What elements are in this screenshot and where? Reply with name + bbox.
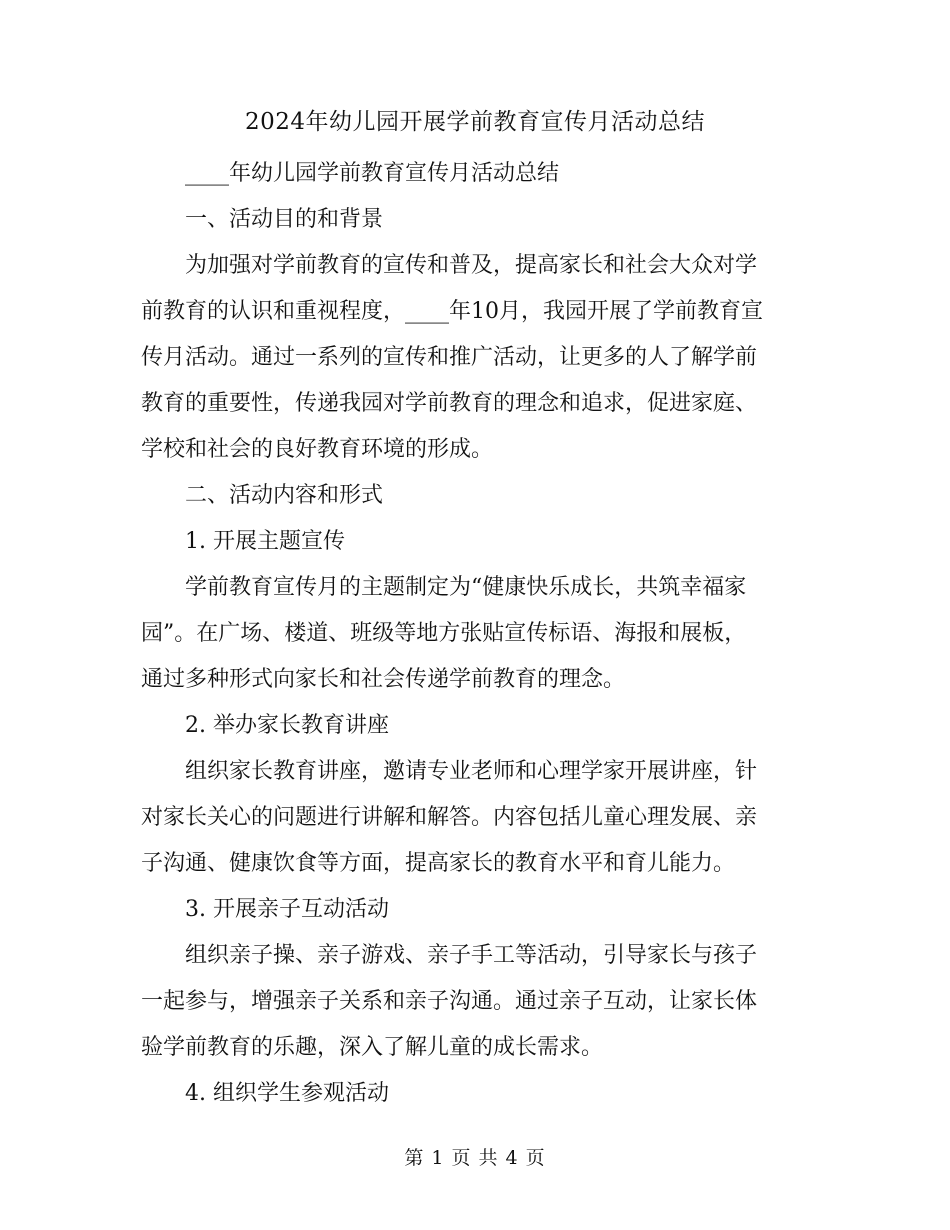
page-footer: 第 1 页 共 4 页	[404, 1147, 546, 1169]
item-heading-4: 4. 组织学生参观活动	[185, 1081, 389, 1106]
paragraph-line: 为加强对学前教育的宣传和普及，提高家长和社会大众对学	[185, 253, 758, 278]
paragraph-line: 前教育的认识和重视程度，____年10月，我园开展了学前教育宣	[141, 299, 763, 324]
paragraph-line: 一起参与，增强亲子关系和亲子沟通。通过亲子互动，让家长体	[141, 989, 758, 1014]
item-heading-1: 1. 开展主题宣传	[185, 529, 345, 554]
paragraph-line: 验学前教育的乐趣，深入了解儿童的成长需求。	[141, 1035, 604, 1060]
document-title: 2024年幼儿园开展学前教育宣传月活动总结	[244, 109, 706, 135]
paragraph-line: 通过多种形式向家长和社会传递学前教育的理念。	[141, 667, 626, 692]
paragraph-line: 子沟通、健康饮食等方面，提高家长的教育水平和育儿能力。	[141, 851, 736, 876]
paragraph-line: 教育的重要性，传递我园对学前教育的理念和追求，促进家庭、	[141, 391, 758, 416]
paragraph-line: 组织亲子操、亲子游戏、亲子手工等活动，引导家长与孩子	[185, 943, 758, 968]
paragraph-line: 园”。在广场、楼道、班级等地方张贴宣传标语、海报和展板，	[141, 621, 747, 646]
subtitle-line: ____年幼儿园学前教育宣传月活动总结	[185, 161, 560, 186]
item-heading-3: 3. 开展亲子互动活动	[185, 897, 389, 922]
paragraph-line: 对家长关心的问题进行讲解和解答。内容包括儿童心理发展、亲	[141, 805, 758, 830]
section-heading-1: 一、活动目的和背景	[185, 207, 384, 232]
document-body	[141, 151, 806, 1117]
section-heading-2: 二、活动内容和形式	[185, 483, 384, 508]
paragraph-line: 学校和社会的良好教育环境的形成。	[141, 437, 494, 462]
paragraph-line: 学前教育宣传月的主题制定为“健康快乐成长，共筑幸福家	[185, 575, 747, 600]
item-heading-2: 2. 举办家长教育讲座	[185, 713, 389, 738]
paragraph-line: 传月活动。通过一系列的宣传和推广活动，让更多的人了解学前	[141, 345, 758, 370]
paragraph-line: 组织家长教育讲座，邀请专业老师和心理学家开展讲座，针	[185, 759, 758, 784]
